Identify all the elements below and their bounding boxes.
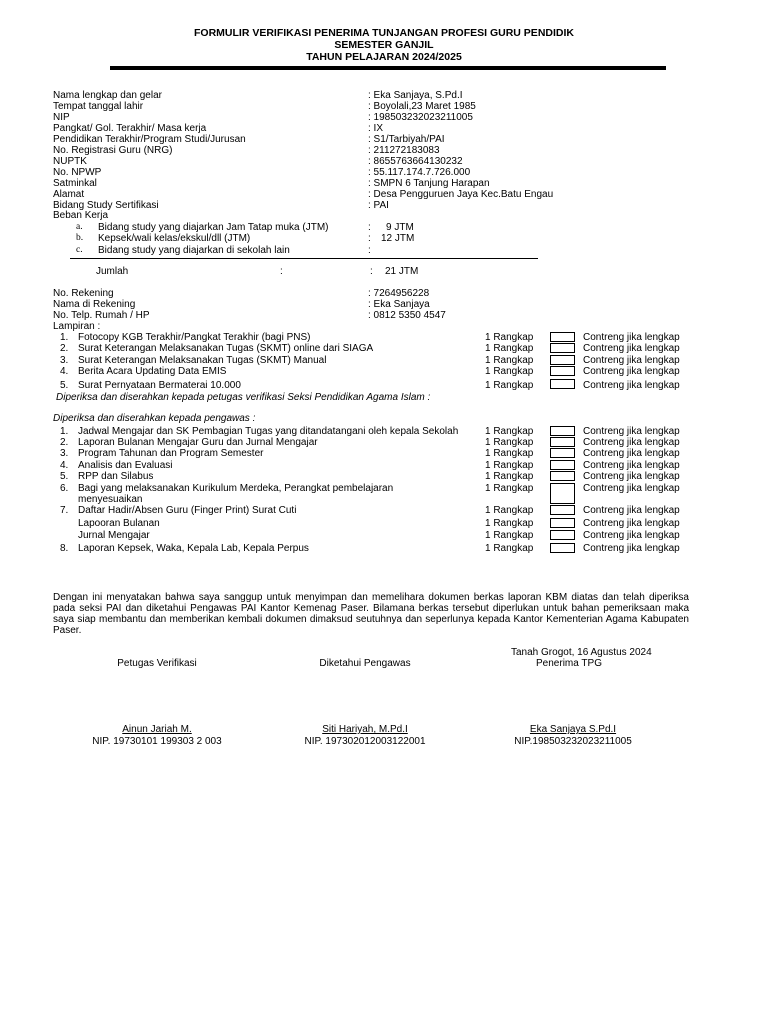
- bank-label: No. Rekening: [53, 288, 114, 299]
- identity-value: : SMPN 6 Tanjung Harapan: [368, 178, 490, 189]
- total-label: Jumlah: [96, 266, 129, 277]
- identity-value: : 8655763664130232: [368, 156, 463, 167]
- identity-value: : PAI: [368, 200, 389, 211]
- checkbox[interactable]: [550, 343, 575, 353]
- identity-label: NUPTK: [53, 156, 87, 167]
- total-colon: :: [280, 266, 283, 277]
- form-title: FORMULIR VERIFIKASI PENERIMA TUNJANGAN PROFESI GURU PENDIDIK: [194, 27, 574, 39]
- identity-label: Bidang Study Sertifikasi: [53, 200, 159, 211]
- workload-letter: b.: [76, 233, 84, 243]
- place-date: Tanah Grogot, 16 Agustus 2024: [511, 647, 652, 658]
- workload-label: Kepsek/wali kelas/ekskul/dll (JTM): [98, 233, 251, 244]
- identity-value: : IX: [368, 123, 384, 134]
- item-text-continued: menyesuaikan: [78, 494, 143, 505]
- item-text: Analisis dan Evaluasi: [78, 460, 173, 471]
- signer-nip: NIP.198503232023211005: [514, 736, 632, 747]
- item-note: Contreng jika lengkap: [583, 543, 680, 554]
- item-qty: 1 Rangkap: [485, 355, 534, 366]
- item-qty: 1 Rangkap: [485, 366, 534, 377]
- item-number: 5.: [60, 380, 69, 391]
- item-qty: 1 Rangkap: [485, 543, 534, 554]
- attachments-label: Lampiran :: [53, 321, 101, 332]
- workload-label: Bidang study yang diajarkan Jam Tatap muka (JTM): [98, 222, 329, 233]
- item-text: Laporan Bulanan Mengajar Guru dan Jurnal Mengajar: [78, 437, 318, 448]
- item-qty: 1 Rangkap: [485, 332, 534, 343]
- item-note: Contreng jika lengkap: [583, 448, 680, 459]
- item-note: Contreng jika lengkap: [583, 366, 680, 377]
- identity-value: : 211272183083: [368, 145, 440, 156]
- item-note: Contreng jika lengkap: [583, 460, 680, 471]
- identity-value: : Boyolali,23 Maret 1985: [368, 101, 476, 112]
- semester-title: SEMESTER GANJIL: [334, 39, 434, 51]
- academic-year-title: TAHUN PELAJARAN 2024/2025: [306, 51, 462, 63]
- bank-value: : 7264956228: [368, 288, 430, 299]
- checkbox[interactable]: [550, 460, 575, 470]
- item-note: Contreng jika lengkap: [583, 505, 680, 516]
- signer-role: Petugas Verifikasi: [117, 658, 197, 669]
- item-text: Surat Pernyataan Bermaterai 10.000: [78, 380, 241, 391]
- workload-label: Bidang study yang diajarkan di sekolah lain: [98, 245, 290, 256]
- checkbox[interactable]: [550, 379, 575, 389]
- item-note: Contreng jika lengkap: [583, 343, 680, 354]
- checkbox[interactable]: [550, 448, 575, 458]
- item-text: Laporan Kepsek, Waka, Kepala Lab, Kepala Perpus: [78, 543, 309, 554]
- sum-line: [70, 258, 538, 259]
- item-note: Contreng jika lengkap: [583, 471, 680, 482]
- checkbox[interactable]: [550, 505, 575, 515]
- item-text: Lapooran Bulanan: [78, 518, 160, 529]
- identity-label: NIP: [53, 112, 70, 123]
- identity-value: : 55.117.174.7.726.000: [368, 167, 471, 178]
- item-text: Jurnal Mengajar: [78, 530, 150, 541]
- item-note: Contreng jika lengkap: [583, 355, 680, 366]
- item-number: 2.: [60, 343, 69, 354]
- item-number: 1.: [60, 426, 69, 437]
- workload-colon: :: [368, 222, 371, 233]
- identity-label: Alamat: [53, 189, 85, 200]
- checkbox[interactable]: [550, 483, 575, 504]
- checkbox[interactable]: [550, 426, 575, 436]
- item-number: 3.: [60, 448, 69, 459]
- item-number: 1.: [60, 332, 69, 343]
- signer-name: Ainun Jariah M.: [122, 724, 192, 735]
- identity-label: Beban Kerja: [53, 210, 109, 221]
- verifier-note: Diperiksa dan diserahkan kepada petugas verifikasi Seksi Pendidikan Agama Islam :: [56, 392, 431, 403]
- item-number: 4.: [60, 460, 69, 471]
- identity-label: Nama lengkap dan gelar: [53, 90, 162, 101]
- signer-role: Penerima TPG: [536, 658, 602, 669]
- item-number: 3.: [60, 355, 69, 366]
- item-qty: 1 Rangkap: [485, 505, 534, 516]
- item-text: RPP dan Silabus: [78, 471, 154, 482]
- checkbox[interactable]: [550, 437, 575, 447]
- identity-label: Pendidikan Terakhir/Program Studi/Jurusan: [53, 134, 246, 145]
- header-rule: [110, 66, 666, 70]
- item-text: Jadwal Mengajar dan SK Pembagian Tugas yang ditandatangani oleh kepala Sekolah: [78, 426, 459, 437]
- item-text: Daftar Hadir/Absen Guru (Finger Print) Surat Cuti: [78, 505, 297, 516]
- item-qty: 1 Rangkap: [485, 530, 534, 541]
- item-text: Surat Keterangan Melaksanakan Tugas (SKMT) Manual: [78, 355, 327, 366]
- identity-value: : Desa Pengguruen Jaya Kec.Batu Engau: [368, 189, 554, 200]
- workload-value: 12 JTM: [381, 233, 415, 244]
- identity-label: Tempat tanggal lahir: [53, 101, 144, 112]
- checkbox[interactable]: [550, 332, 575, 342]
- item-qty: 1 Rangkap: [485, 343, 534, 354]
- item-note: Contreng jika lengkap: [583, 518, 680, 529]
- signer-nip: NIP. 19730101 199303 2 003: [92, 736, 222, 747]
- workload-colon: :: [368, 245, 371, 256]
- supervisor-label: Diperiksa dan diserahkan kepada pengawas :: [53, 413, 256, 424]
- identity-value: : 198503232023211005: [368, 112, 473, 123]
- item-number: 8.: [60, 543, 69, 554]
- item-text: Fotocopy KGB Terakhir/Pangkat Terakhir (bagi PNS): [78, 332, 311, 343]
- workload-letter: a.: [76, 222, 83, 232]
- item-text: Bagi yang melaksanakan Kurikulum Merdeka, Perangkat pembelajaran: [78, 483, 394, 494]
- signer-name: Eka Sanjaya S.Pd.I: [529, 724, 617, 735]
- bank-label: Nama di Rekening: [53, 299, 136, 310]
- signer-name: Siti Hariyah, M.Pd.I: [322, 724, 408, 735]
- item-number: 7.: [60, 505, 69, 516]
- identity-label: No. NPWP: [53, 167, 102, 178]
- item-number: 5.: [60, 471, 69, 482]
- item-note: Contreng jika lengkap: [583, 483, 680, 494]
- item-note: Contreng jika lengkap: [583, 380, 680, 391]
- identity-label: Pangkat/ Gol. Terakhir/ Masa kerja: [53, 123, 207, 134]
- item-text: Berita Acara Updating Data EMIS: [78, 366, 227, 377]
- item-qty: 1 Rangkap: [485, 518, 534, 529]
- item-qty: 1 Rangkap: [485, 460, 534, 471]
- item-text: Program Tahunan dan Program Semester: [78, 448, 264, 459]
- bank-label: No. Telp. Rumah / HP: [53, 310, 150, 321]
- checkbox[interactable]: [550, 471, 575, 481]
- signer-role: Diketahui Pengawas: [319, 658, 411, 669]
- workload-letter: c.: [76, 245, 83, 255]
- item-note: Contreng jika lengkap: [583, 426, 680, 437]
- checkbox[interactable]: [550, 366, 575, 376]
- item-note: Contreng jika lengkap: [583, 437, 680, 448]
- signer-nip: NIP. 197302012003122001: [304, 736, 426, 747]
- item-qty: 1 Rangkap: [485, 483, 534, 494]
- bank-value: : 0812 5350 4547: [368, 310, 446, 321]
- checkbox[interactable]: [550, 530, 575, 540]
- checkbox[interactable]: [550, 355, 575, 365]
- item-qty: 1 Rangkap: [485, 426, 534, 437]
- identity-value: : Eka Sanjaya, S.Pd.I: [368, 90, 463, 101]
- item-text: Surat Keterangan Melaksanakan Tugas (SKMT) online dari SIAGA: [78, 343, 374, 354]
- workload-colon: :: [368, 233, 371, 244]
- item-number: 2.: [60, 437, 69, 448]
- item-number: 4.: [60, 366, 69, 377]
- checkbox[interactable]: [550, 543, 575, 553]
- statement-paragraph: Dengan ini menyatakan bahwa saya sanggup untuk menyimpan dan memelihara dokumen berkas laporan KBM diatas dan telah diperiksa pada seksi PAI dan diketahui Pengawas PAI Kantor Kemenag Paser. Bilamana berkas tersebut diperlukan untuk bahan pemeriksaan maka saya siap membantu dan memberikan kembali dokumen dimaksud seutuhnya dan seperlunya kepada Kantor Kementerian Agama Kabupaten Paser.: [53, 592, 689, 636]
- identity-value: : S1/Tarbiyah/PAI: [368, 134, 445, 145]
- workload-value: 9 JTM: [386, 222, 414, 233]
- checkbox[interactable]: [550, 518, 575, 528]
- item-qty: 1 Rangkap: [485, 448, 534, 459]
- item-qty: 1 Rangkap: [485, 437, 534, 448]
- identity-label: No. Registrasi Guru (NRG): [53, 145, 173, 156]
- item-note: Contreng jika lengkap: [583, 530, 680, 541]
- item-note: Contreng jika lengkap: [583, 332, 680, 343]
- total-colon: :: [370, 266, 373, 277]
- item-qty: 1 Rangkap: [485, 380, 534, 391]
- bank-value: : Eka Sanjaya: [368, 299, 430, 310]
- total-value: 21 JTM: [385, 266, 419, 277]
- item-qty: 1 Rangkap: [485, 471, 534, 482]
- identity-label: Satminkal: [53, 178, 97, 189]
- item-number: 6.: [60, 483, 69, 494]
